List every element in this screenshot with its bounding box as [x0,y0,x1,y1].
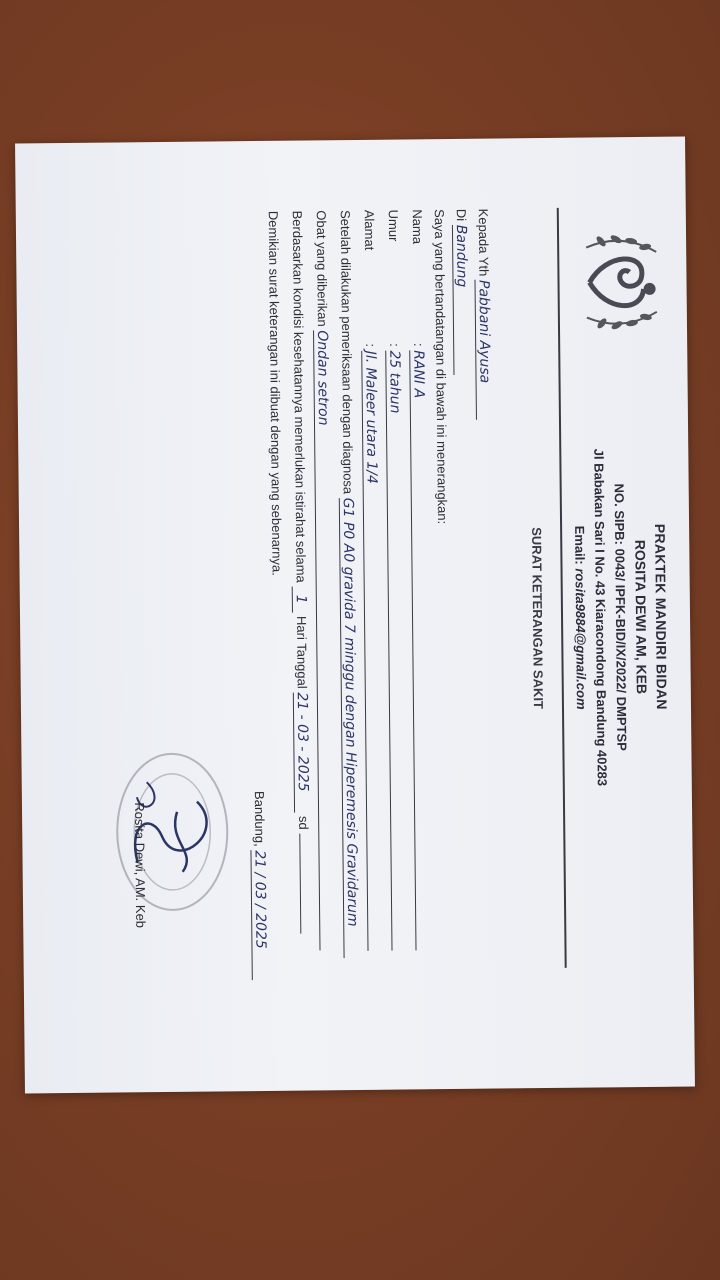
signature-place-date [250,791,269,980]
medicine-value: Ondan setron [313,330,336,950]
midwife-stamp-icon [106,741,238,922]
rest-sd: sd [296,815,312,830]
header-address: Jl Babakan Sari I No. 43 Kiaracondong Bandung 40283 [591,448,610,787]
document-title: SURAT KETERANGAN SAKIT [529,527,546,710]
signature-date: 21 / 03 / 2025 [250,850,268,980]
nama-colon: : [411,342,427,347]
umur-colon: : [387,343,403,347]
signature-block [126,730,389,1033]
rest-mid: Hari Tanggal [294,615,310,689]
header-midwife-name: ROSITA DEWI AM, KEB [632,539,650,695]
nama-value: RANI A [409,350,432,950]
signature-place: Bandung, [251,790,268,847]
header-divider [557,208,567,968]
diagnosis-value: G1 P0 A0 gravida 7 minggu dengan Hiperemesis Gravidarum [339,498,361,958]
diagnosis-label: Setelah dilakukan pemeriksaan dengan diagnosa [337,210,356,495]
letter-content [40,167,689,1074]
di-value: Bandung [452,225,471,375]
alamat-value: Jl. Maleer utara 1/4 [361,351,384,951]
umur-label: Umur [385,209,402,242]
email-address: rosita9884@gmail.com [572,568,590,710]
alamat-colon: : [363,343,379,348]
name-row [408,209,433,950]
medicine-label: Obat yang diberikan [313,210,330,327]
header-license-number: NO. SIPB: 0043/ IPFK-BID/IX/2022/ DMPTSP [611,483,630,751]
kepada-value: Pabbani Ayusa [474,280,492,420]
rest-days: 1 [292,586,309,612]
nama-label: Nama [409,209,426,245]
kepada-label: Kepada Yth [475,208,492,277]
addressee-line [474,209,493,421]
rest-date: 21 - 03 - 2025 [293,692,311,812]
alamat-label: Alamat [361,209,378,251]
rest-prefix: Berdasarkan kondisi kesehatannya memerlukan istirahat selama [289,210,309,583]
letter-paper [15,137,695,1094]
closing-text: Demikian surat keterangan ini dibuat dengan yang sebenarnya. [265,210,285,576]
email-label: Email: [572,525,588,565]
location-line [452,209,471,375]
header-practice-name: PRAKTEK MANDIRI BIDAN [652,523,671,710]
intro-text: Saya yang bertandatangan di bawah ini menerangkan: [431,209,451,525]
age-row [384,209,409,950]
umur-value: 25 tahun [385,350,408,950]
di-label: Di [453,208,469,222]
signature-name: Rosita Dewi, AM. Keb [131,802,149,929]
